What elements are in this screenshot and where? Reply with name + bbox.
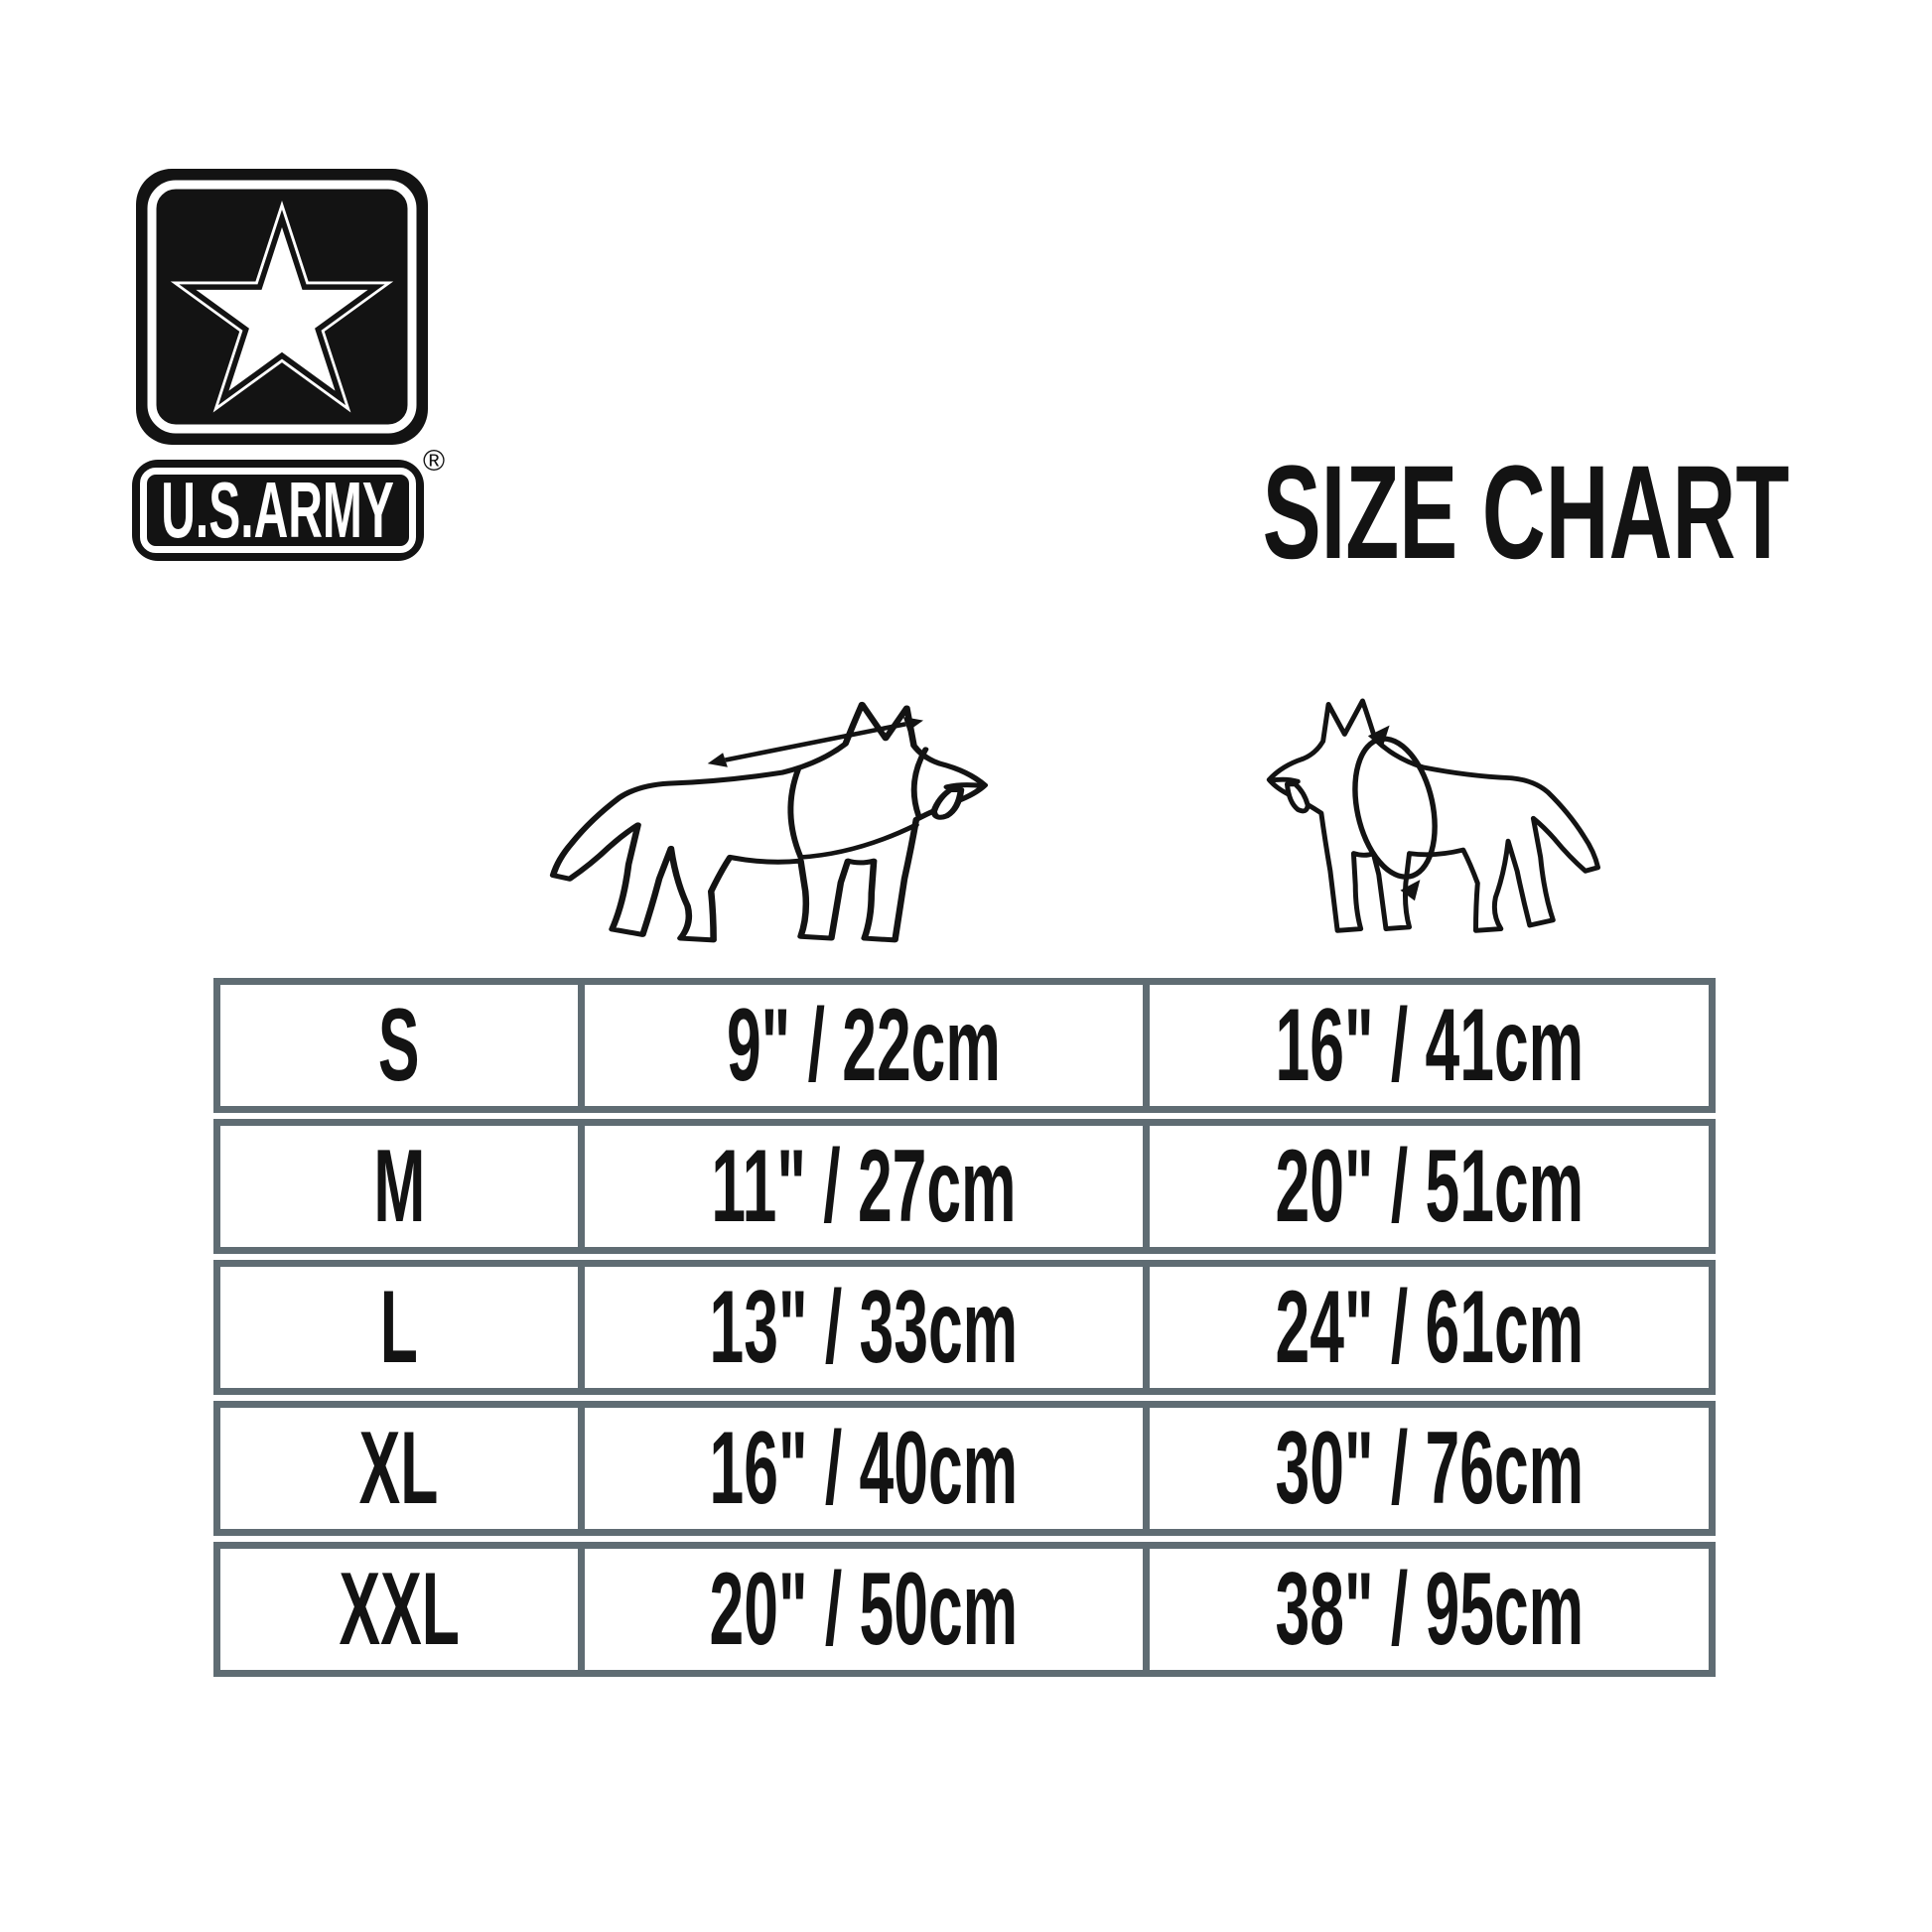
cell-chest-girth: 20" / 51cm bbox=[1143, 1126, 1709, 1247]
cell-chest-girth: 24" / 61cm bbox=[1143, 1267, 1709, 1388]
table-row-s bbox=[213, 978, 1716, 1113]
us-army-star-logo-icon bbox=[134, 167, 430, 447]
cell-back-length: 11" / 27cm bbox=[578, 1126, 1144, 1247]
cell-back-length: 13" / 33cm bbox=[578, 1267, 1144, 1388]
cell-size: M bbox=[372, 1129, 425, 1244]
cell-size: L bbox=[379, 1270, 418, 1385]
us-army-wordmark: U.S.ARMY bbox=[161, 466, 395, 554]
dog-back-length-illustration bbox=[546, 688, 1018, 958]
page-title: SIZE CHART bbox=[1262, 439, 1790, 587]
cell-back-length: 20" / 50cm bbox=[578, 1549, 1144, 1670]
cell-size: S bbox=[378, 988, 420, 1103]
cell-size: XL bbox=[359, 1411, 439, 1526]
cell-chest-girth: 16" / 41cm bbox=[1143, 985, 1709, 1106]
table-row-xxl bbox=[213, 1542, 1716, 1677]
dog-chest-girth-illustration bbox=[1244, 685, 1603, 948]
table-row-m bbox=[213, 1119, 1716, 1254]
registered-trademark-symbol: ® bbox=[423, 445, 446, 478]
table-row-l bbox=[213, 1260, 1716, 1395]
table-row-xl bbox=[213, 1401, 1716, 1536]
cell-chest-girth: 38" / 95cm bbox=[1143, 1549, 1709, 1670]
size-table bbox=[213, 978, 1716, 1677]
cell-back-length: 16" / 40cm bbox=[578, 1408, 1144, 1529]
us-army-banner bbox=[132, 460, 424, 561]
us-army-banner-frame bbox=[140, 468, 416, 553]
cell-size: XXL bbox=[339, 1552, 460, 1667]
cell-back-length: 9" / 22cm bbox=[578, 985, 1144, 1106]
cell-chest-girth: 30" / 76cm bbox=[1143, 1408, 1709, 1529]
